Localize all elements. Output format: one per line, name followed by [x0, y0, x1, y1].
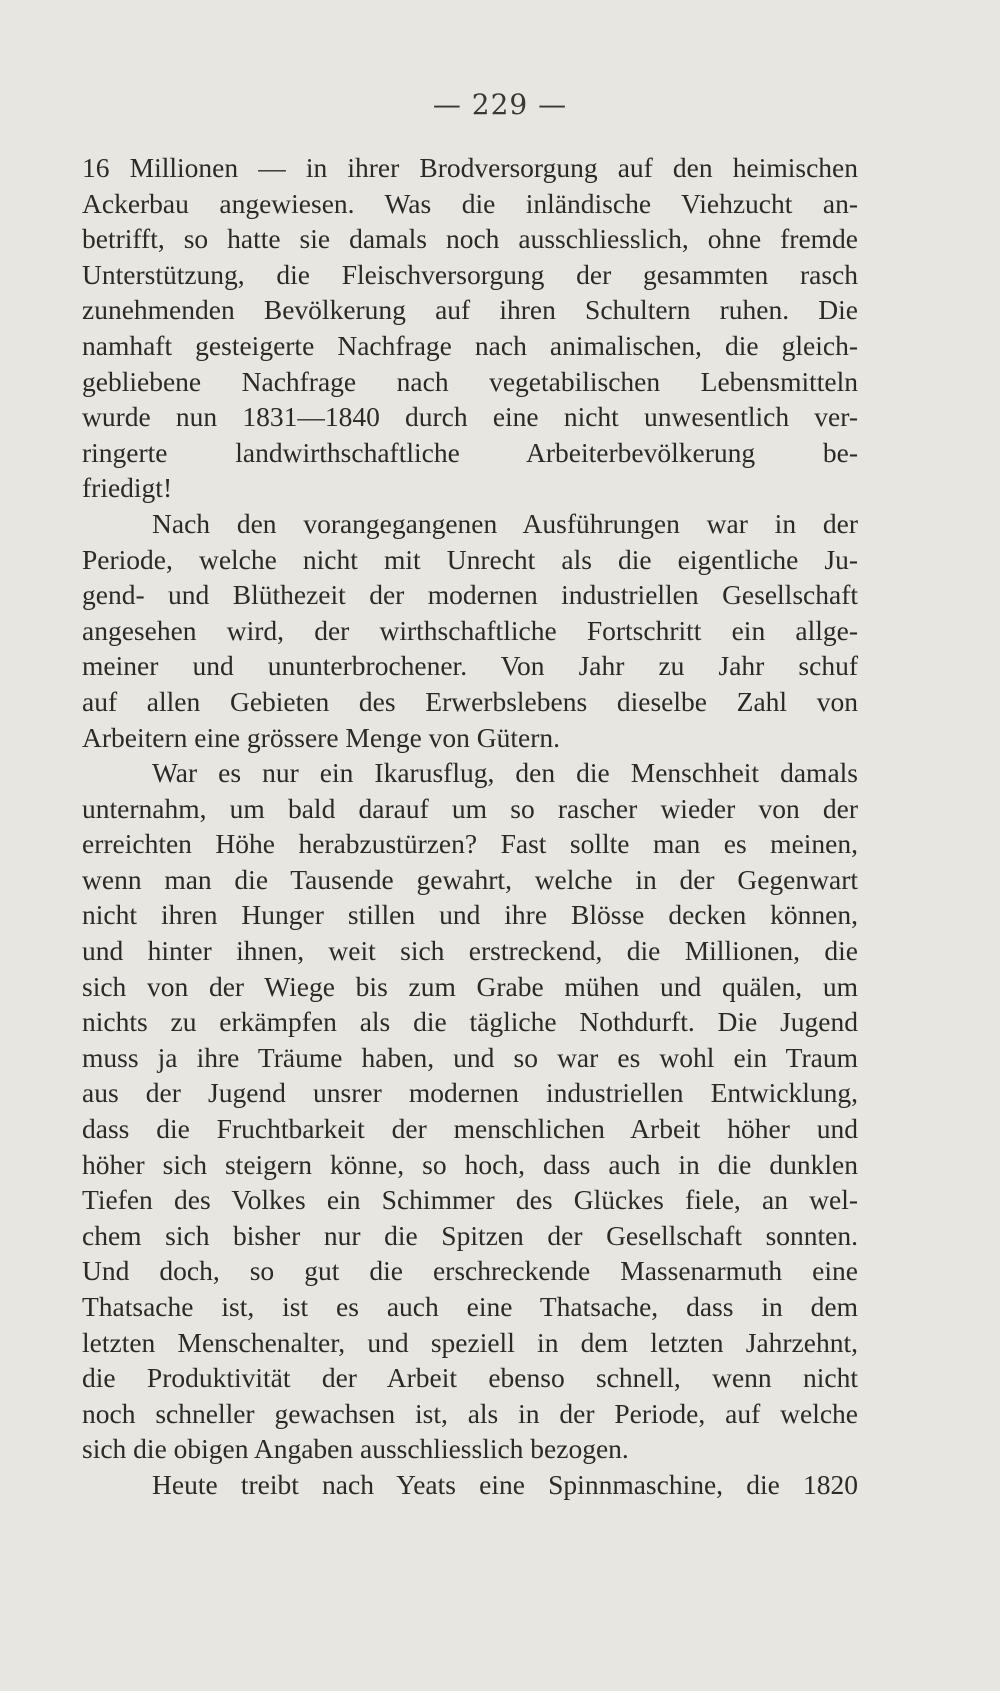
text-line: aus der Jugend unsrer modernen industriellen Entwicklung,	[82, 1077, 858, 1109]
text-line: Ackerbau angewiesen. Was die inländische Viehzucht an-	[82, 187, 858, 219]
text-line: unternahm, um bald darauf um so rascher wieder von der	[82, 792, 858, 824]
text-line: Arbeitern eine grössere Menge von Gütern.	[82, 721, 561, 753]
text-line: friedigt!	[82, 472, 173, 504]
text-line: namhaft gesteigerte Nachfrage nach animalischen, die gleich-	[82, 329, 858, 361]
text-line: betrifft, so hatte sie damals noch ausschliesslich, ohne fremde	[82, 223, 858, 255]
text-line: Nach den vorangegangenen Ausführungen war in der	[152, 507, 858, 539]
text-line: angesehen wird, der wirthschaftliche Fortschritt ein allge-	[82, 614, 858, 646]
text-line: Unterstützung, die Fleischversorgung der gesammten rasch	[82, 258, 858, 290]
text-line: chem sich bisher nur die Spitzen der Gesellschaft sonnten.	[82, 1219, 858, 1251]
page-number: — 229 —	[432, 88, 568, 121]
text-line: sich von der Wiege bis zum Grabe mühen und quälen, um	[82, 970, 858, 1002]
text-line: ringerte landwirthschaftliche Arbeiterbevölkerung be-	[82, 436, 858, 468]
text-line: gebliebene Nachfrage nach vegetabilischen Lebensmitteln	[82, 365, 858, 397]
text-line: Periode, welche nicht mit Unrecht als die eigentliche Ju-	[82, 543, 858, 575]
text-line: und hinter ihnen, weit sich erstreckend, die Millionen, die	[82, 935, 858, 967]
text-line: nichts zu erkämpfen als die tägliche Nothdurft. Die Jugend	[82, 1006, 858, 1038]
text-line: Thatsache ist, ist es auch eine Thatsache, dass in dem	[82, 1291, 858, 1322]
text-line: noch schneller gewachsen ist, als in der Periode, auf welche	[82, 1397, 858, 1429]
text-line: sich die obigen Angaben ausschliesslich bezogen.	[82, 1433, 629, 1465]
text-line: Heute treibt nach Yeats eine Spinnmaschine, die 1820	[152, 1468, 858, 1500]
text-line: muss ja ihre Träume haben, und so war es wohl ein Traum	[82, 1041, 858, 1073]
text-line: nicht ihren Hunger stillen und ihre Blösse decken können,	[82, 899, 858, 931]
text-line: War es nur ein Ikarusflug, den die Menschheit damals	[152, 757, 858, 789]
text-line: Und doch, so gut die erschreckende Massenarmuth eine	[82, 1255, 858, 1287]
text-line: wenn man die Tausende gewahrt, welche in der Gegenwart	[82, 863, 858, 895]
text-line: höher sich steigern könne, so hoch, dass auch in die dunklen	[82, 1148, 858, 1180]
text-line: auf allen Gebieten des Erwerbslebens dieselbe Zahl von	[82, 685, 858, 717]
text-line: die Produktivität der Arbeit ebenso schnell, wenn nicht	[82, 1362, 858, 1394]
text-line: wurde nun 1831—1840 durch eine nicht unwesentlich ver-	[82, 401, 858, 433]
text-line: erreichten Höhe herabzustürzen? Fast sollte man es meinen,	[82, 828, 858, 860]
text-line: 16 Millionen — in ihrer Brodversorgung auf den heimischen	[82, 152, 858, 183]
text-line: dass die Fruchtbarkeit der menschlichen Arbeit höher und	[82, 1113, 858, 1145]
text-line: Tiefen des Volkes ein Schimmer des Glückes fiele, an wel-	[82, 1184, 858, 1216]
text-line: meiner und ununterbrochener. Von Jahr zu Jahr schuf	[82, 650, 858, 682]
text-line: zunehmenden Bevölkerung auf ihren Schultern ruhen. Die	[82, 294, 858, 326]
text-line: gend- und Blüthezeit der modernen industriellen Gesellschaft	[82, 579, 858, 611]
text-line: letzten Menschenalter, und speziell in dem letzten Jahrzehnt,	[82, 1326, 858, 1358]
body-text	[82, 150, 858, 1503]
